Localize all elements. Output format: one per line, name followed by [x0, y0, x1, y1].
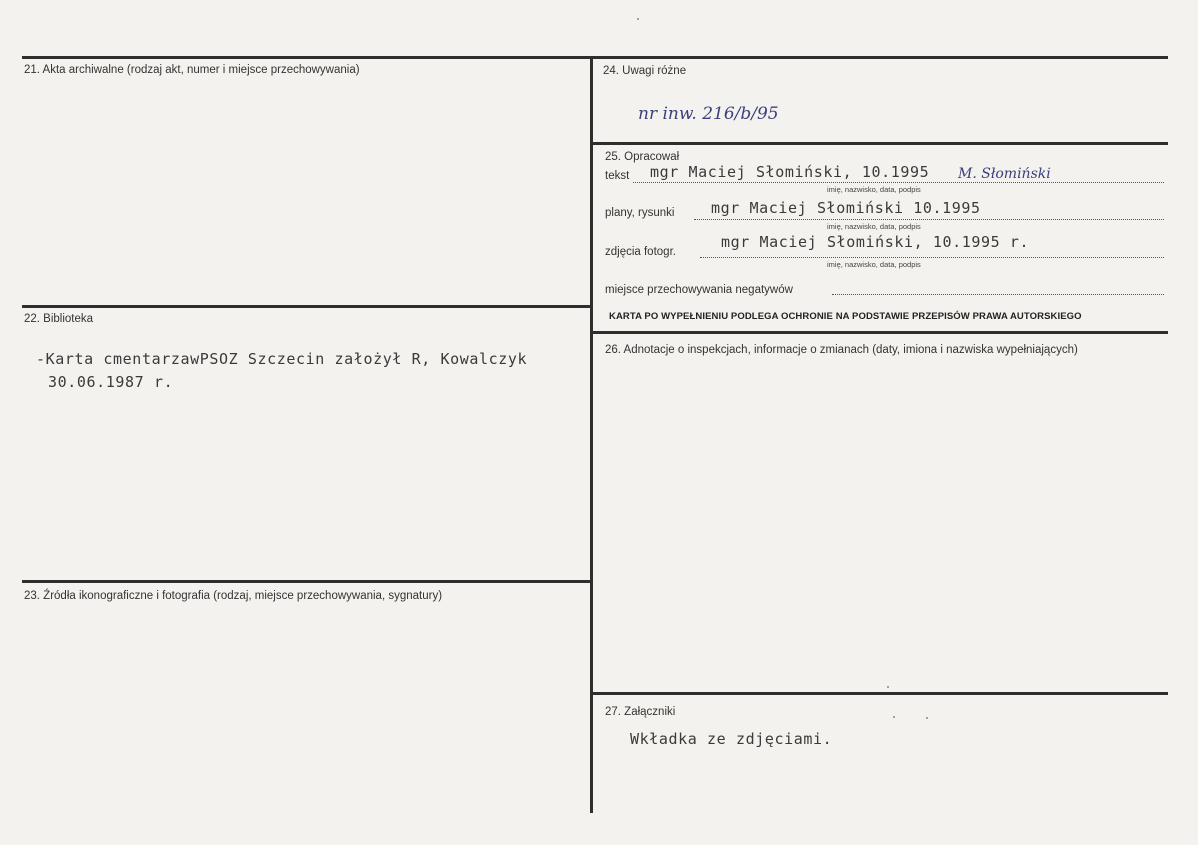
negatywy-dotted-line	[832, 294, 1164, 295]
section-26-label: 26. Adnotacje o inspekcjach, informacje o zmianach (daty, imiona i nazwiska wypełniających)	[605, 344, 1078, 356]
zdjecia-caption: imię, nazwisko, data, podpis	[827, 260, 921, 269]
zdjecia-dotted-line	[700, 257, 1164, 258]
attachments-value: Wkładka ze zdjęciami.	[630, 730, 833, 748]
section-25-label: 25. Opracował	[605, 151, 680, 163]
tekst-caption: imię, nazwisko, data, podpis	[827, 185, 921, 194]
plany-value: mgr Maciej Słomiński 10.1995	[711, 199, 981, 217]
rule-24-25	[592, 142, 1168, 145]
section-27-label: 27. Załączniki	[605, 706, 676, 718]
rule-25-26	[592, 331, 1168, 334]
tekst-signature: M. Słomiński	[958, 166, 1051, 182]
center-divider	[590, 56, 593, 813]
library-entry-line-2: 30.06.1987 r.	[48, 373, 174, 391]
section-23-label: 23. Źródła ikonograficzne i fotografia (rodzaj, miejsce przechowywania, sygnatury)	[24, 590, 443, 602]
plany-dotted-line	[694, 219, 1164, 220]
paper-speck	[893, 716, 895, 718]
zdjecia-label: zdjęcia fotogr.	[605, 246, 676, 258]
inventory-number-handwritten: nr inw. 216/b/95	[638, 104, 779, 124]
plany-caption: imię, nazwisko, data, podpis	[827, 222, 921, 231]
copyright-notice: KARTA PO WYPEŁNIENIU PODLEGA OCHRONIE NA PODSTAWIE PRZEPISÓW PRAWA AUTORSKIEGO	[609, 311, 1082, 322]
paper-speck	[887, 686, 889, 688]
section-24-label: 24. Uwagi różne	[603, 65, 687, 77]
negatywy-label: miejsce przechowywania negatywów	[605, 284, 793, 296]
tekst-dotted-line	[633, 182, 1164, 183]
top-rule	[22, 56, 1168, 59]
section-22-label: 22. Biblioteka	[24, 313, 94, 325]
paper-speck	[637, 18, 639, 20]
section-21-label: 21. Akta archiwalne (rodzaj akt, numer i miejsce przechowywania)	[24, 64, 360, 76]
zdjecia-value: mgr Maciej Słomiński, 10.1995 r.	[721, 233, 1030, 251]
plany-label: plany, rysunki	[605, 207, 675, 219]
rule-21-22	[22, 305, 592, 308]
library-entry-line-1: -Karta cmentarzawPSOZ Szczecin założył R, Kowalczyk	[36, 350, 528, 368]
paper-speck	[926, 717, 928, 719]
rule-26-27	[592, 692, 1168, 695]
tekst-label: tekst	[605, 170, 630, 182]
tekst-value: mgr Maciej Słomiński, 10.1995	[650, 163, 930, 181]
rule-22-23	[22, 580, 592, 583]
